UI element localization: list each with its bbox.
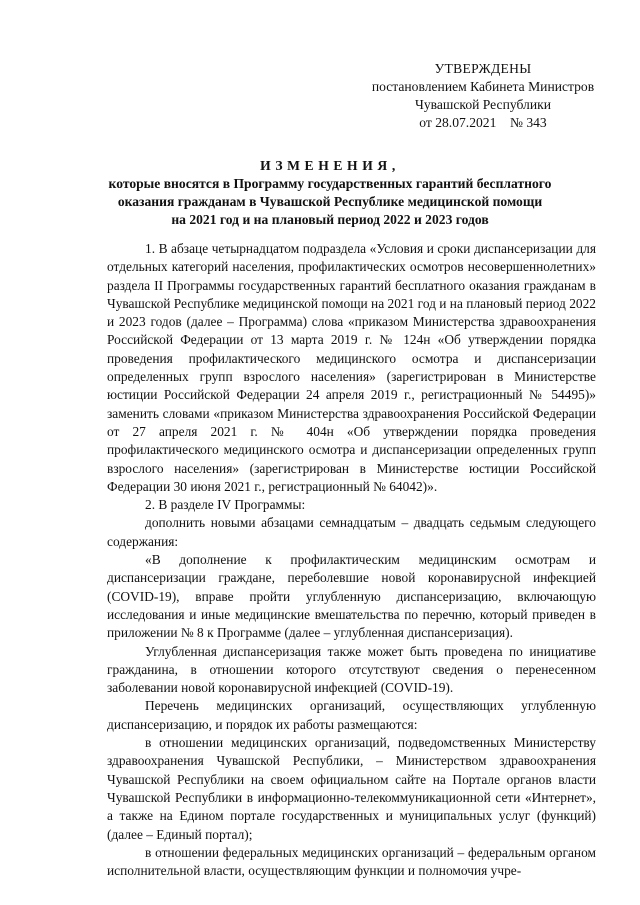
approval-line-1: постановлением Кабинета Министров: [371, 79, 595, 94]
paragraph-6: Перечень медицинских организаций, осуществляющих углубленную диспансеризацию, и порядок их работы размещаются:: [107, 698, 596, 732]
paragraph-8: в отношении федеральных медицинских организаций – федеральным органом исполнительной власти, осуществляющим функции и полномочия учре-: [107, 844, 596, 879]
paragraph-1: 1. В абзаце четырнадцатом подраздела «Условия и сроки диспансеризации для отдельных категорий населения, профилактических осмотров несовершеннолетних» раздела II Программы государственных гарантий бесплатного оказания гражданам в Чувашской Республике медицинской помощи на 2021 год и на плановый период 2022 и 2023 годов (далее – Программа) слова «приказом Министерства здравоохранения Российской Федерации от 13 марта 2019 г. № 124н «Об утверждении порядка проведения профилактического медицинского осмотра и диспансеризации определенных групп взрослого населения» (зарегистрирован в Министерстве юстиции Российской Федерации 24 апреля 2019 г., регистрационный № 54495)» заменить словами «приказом Министерства здравоохранения Российской Федерации от 27 апреля 2021 г. № 404н «Об утверждении порядка проведения профилактического медицинского осмотра и диспансеризации определенных групп взрослого населения» (зарегистрирован в Министерстве юстиции Российской Федерации 30 июня 2021 г., регистрационный № 64042)».: [107, 241, 596, 494]
approval-stamp: [358, 60, 608, 132]
paragraph-2: 2. В разделе IV Программы:: [145, 497, 306, 513]
document-title: [60, 157, 600, 229]
paragraph-4: «В дополнение к профилактическим медицинским осмотрам и диспансеризации граждане, переболевшие новой коронавирусной инфекцией (COVID-19), вправе пройти углубленную диспансеризацию, включающую исследования и иные медицинские вмешательства по перечню, который приведен в приложении № 8 к Программе (далее – углубленная диспансеризация).: [107, 552, 596, 641]
paragraph-5: Углубленная диспансеризация также может быть проведена по инициативе гражданина, в отношении которого отсутствуют сведения о перенесенном заболевании новой коронавирусной инфекцией (COVID-19).: [107, 643, 596, 696]
paragraph-7: в отношении медицинских организаций, подведомственных Министерству здравоохранения Чувашской Республики, – Министерством здравоохранения Чувашской Республики на своем официальном сайте на Портале органов власти Чувашской Республики в информационно-телекоммуникационной сети «Интернет», а также на Едином портале государственных и муниципальных услуг (функций) (далее – Единый портал);: [107, 735, 596, 842]
approval-heading: УТВЕРЖДЕНЫ: [434, 61, 532, 76]
title-line-2: оказания гражданам в Чувашской Республике медицинской помощи: [117, 194, 543, 209]
title-line-1: которые вносятся в Программу государственных гарантий бесплатного: [108, 176, 552, 191]
title-line-3: на 2021 год и на плановый период 2022 и 2023 годов: [171, 212, 489, 227]
approval-date-number: от 28.07.2021 № 343: [419, 115, 547, 130]
approval-line-2: Чувашской Республики: [415, 97, 551, 112]
document-body: [107, 240, 596, 880]
paragraph-3: дополнить новыми абзацами семнадцатым – двадцать седьмым следующего содержания:: [107, 515, 596, 549]
title-main: ИЗМЕНЕНИЯ,: [260, 158, 400, 173]
